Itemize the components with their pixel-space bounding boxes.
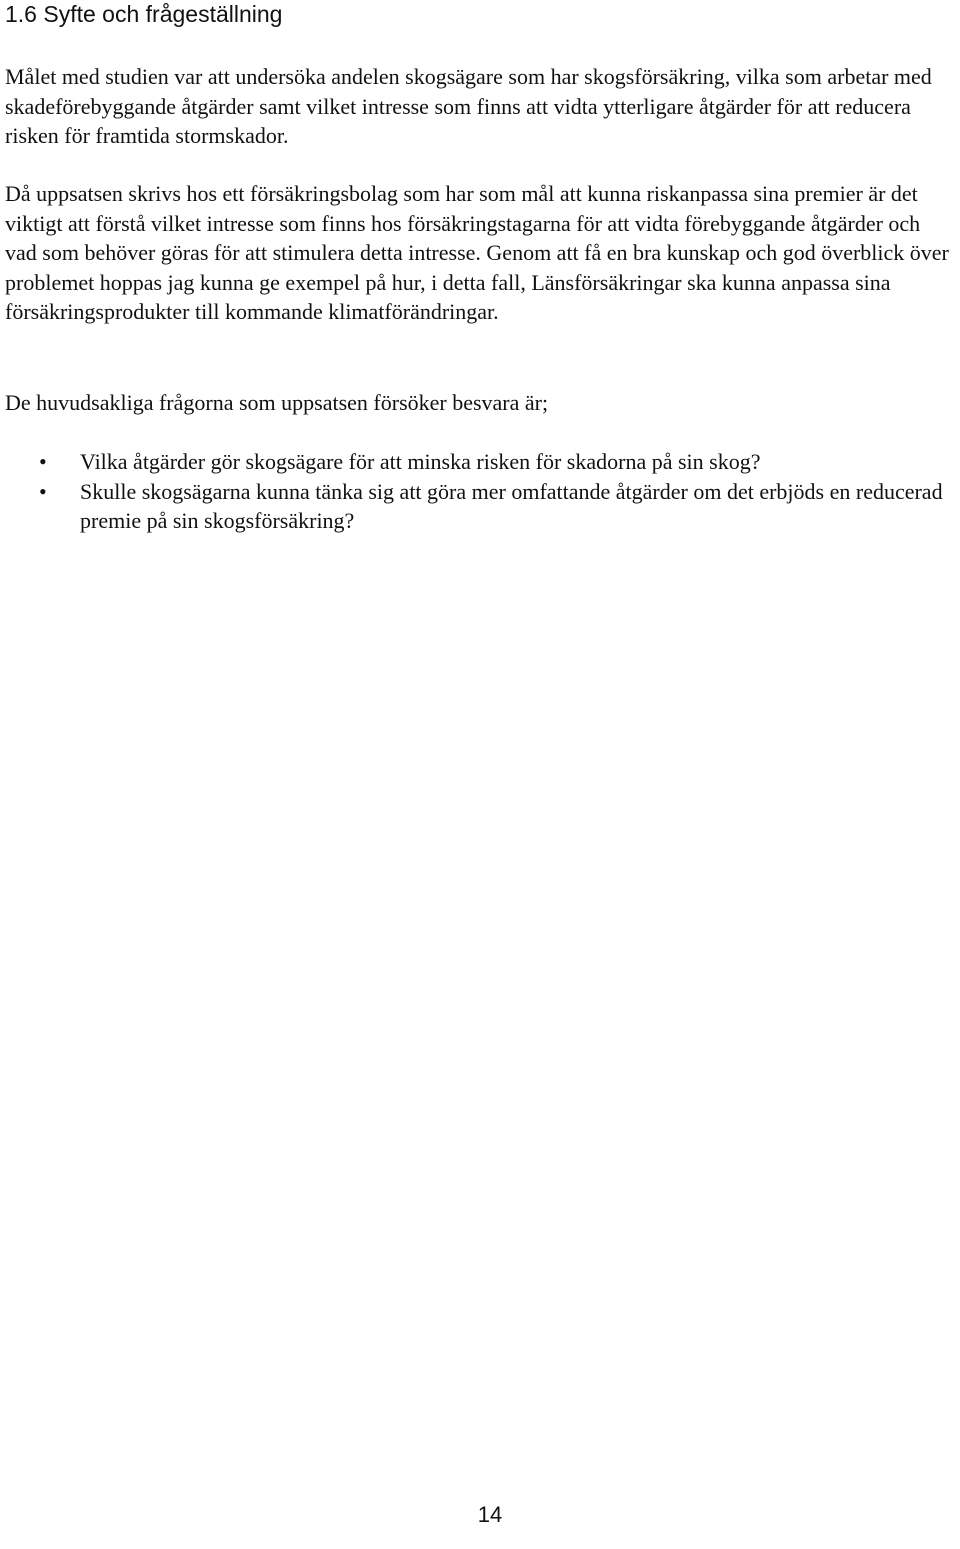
page-number: 14 [477,1502,503,1527]
research-questions-list [0,447,960,536]
paragraph-questions-intro: De huvudsakliga frågorna som uppsatsen försöker besvara är; [5,390,549,415]
section-heading: 1.6 Syfte och frågeställning [5,1,283,27]
question-text: Vilka åtgärder gör skogsägare för att minska risken för skadorna på sin skog? [80,449,761,474]
list-item [0,477,955,536]
paragraph-context: Då uppsatsen skrivs hos ett försäkringsbolag som har som mål att kunna riskanpassa sina premier är det viktigt att förstå vilket intresse som finns hos försäkringstagarna för att vidta förebyggande åtgärder och vad som behöver göras för att stimulera detta intresse. Genom att få en bra kunskap och god överblick över problemet hoppas jag kunna ge exempel på hur, i detta fall, Länsförsäkringar ska kunna anpassa sina försäkringsprodukter till kommande klimatförändringar. [5,181,949,324]
bullet-icon: • [39,449,47,474]
list-item [0,447,955,477]
bullet-icon: • [39,478,47,504]
paragraph-aim: Målet med studien var att undersöka andelen skogsägare som har skogsförsäkring, vilka som arbetar med skadeförebyggande åtgärder samt vilket intresse som finns att vidta ytterligare åtgärder för att reducera risken för framtida stormskador. [5,64,932,148]
question-text: Skulle skogsägarna kunna tänka sig att göra mer omfattande åtgärder om det erbjöds en reducerad premie på sin skogsförsäkring? [80,478,943,533]
